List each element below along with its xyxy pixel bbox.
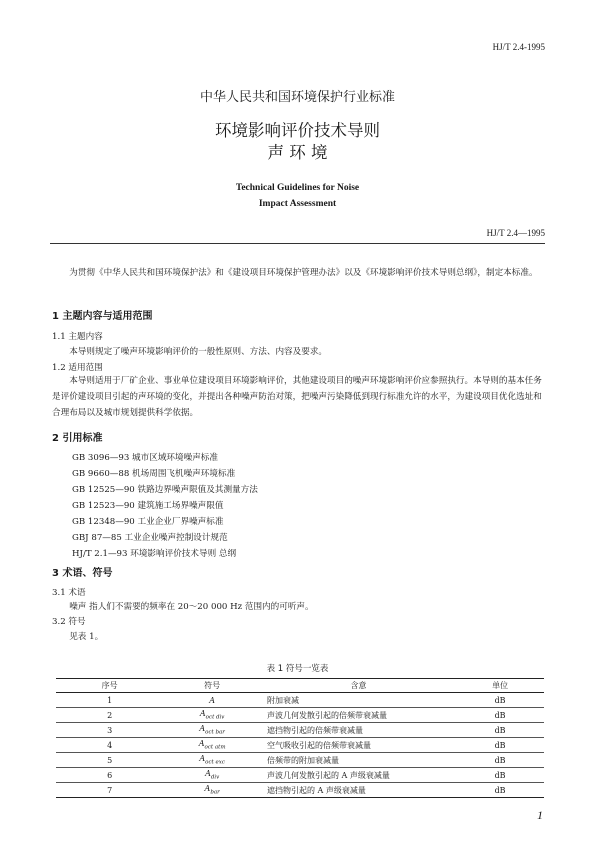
reference-item: GB 9660—88 机场周围飞机噪声环境标准	[72, 469, 236, 479]
header-rule	[50, 243, 545, 244]
reference-item: HJ/T 2.1—93 环境影响评价技术导则 总纲	[72, 549, 237, 559]
cell-symbol	[163, 783, 261, 798]
symbol-subscript: div	[210, 774, 220, 781]
page-number: 1	[537, 808, 543, 822]
intro-paragraph: 为贯彻《中华人民共和国环境保护法》和《建设项目环境保护管理办法》以及《环境影响评价技术导则总纲》，制定本标准。	[69, 268, 538, 278]
table-row	[56, 768, 544, 783]
cell-meaning: 附加衰减	[261, 693, 456, 708]
cell-symbol	[163, 768, 261, 783]
table-header-row	[56, 679, 544, 693]
cell-symbol	[163, 708, 261, 723]
section-2-heading: 2 引用标准	[52, 433, 103, 444]
table-row	[56, 723, 544, 738]
table-row	[56, 693, 544, 708]
symbol-base: A	[199, 724, 206, 734]
cell-no: 5	[56, 753, 163, 768]
table-row	[56, 738, 544, 753]
cell-meaning: 声波几何发散引起的 A 声级衰减量	[261, 768, 456, 783]
cell-unit: dB	[456, 753, 544, 768]
document-title-en	[0, 180, 595, 212]
symbol-base: A	[198, 739, 205, 749]
table-row	[56, 708, 544, 723]
title-cn-line-1: 环境影响评价技术导则	[215, 121, 380, 140]
col-header-symbol: 符号	[163, 679, 261, 693]
table-title: 表 1 符号一览表	[266, 664, 329, 674]
symbol-base: A	[199, 709, 206, 719]
reference-item: GB 12525—90 铁路边界噪声限值及其测量方法	[72, 485, 258, 495]
cell-no: 6	[56, 768, 163, 783]
document-title-cn	[0, 120, 595, 164]
cell-symbol	[163, 738, 261, 753]
table-row	[56, 783, 544, 798]
cell-symbol	[163, 723, 261, 738]
cell-unit: dB	[456, 723, 544, 738]
cell-symbol	[163, 753, 261, 768]
section-3-2-heading: 3.2 符号	[52, 617, 86, 627]
table-row	[56, 753, 544, 768]
col-header-unit: 单位	[456, 679, 544, 693]
cell-no: 7	[56, 783, 163, 798]
section-3-heading: 3 术语、符号	[52, 568, 113, 579]
col-header-meaning: 含意	[261, 679, 456, 693]
section-1-1-text: 本导则规定了噪声环境影响评价的一般性原则、方法、内容及要求。	[69, 347, 328, 357]
title-en-line-2: Impact Assessment	[258, 199, 337, 209]
col-header-no: 序号	[56, 679, 163, 693]
issuing-category: 中华人民共和国环境保护行业标准	[199, 90, 395, 105]
cell-no: 3	[56, 723, 163, 738]
cell-unit: dB	[456, 738, 544, 753]
section-3-1-heading: 3.1 术语	[52, 588, 86, 598]
cell-meaning: 倍频带的附加衰减量	[261, 753, 456, 768]
symbol-table	[56, 678, 544, 798]
cell-meaning: 空气吸收引起的倍频带衰减量	[261, 738, 456, 753]
symbol-base: A	[205, 769, 211, 779]
section-3-1-text: 噪声 指人们不需要的频率在 20～20 000 Hz 范围内的可听声。	[69, 602, 314, 612]
section-1-2-text: 本导则适用于厂矿企业、事业单位建设项目环境影响评价，其他建设项目的噪声环境影响评价应参照执行。本导则的基本任务是评价建设项目引起的声环境的变化，并提出各种噪声防治对策，把噪声污染降低到现行标准允许的水平，为建设项目优化选址和合理布局以及城市规划提供科学依据。	[52, 376, 542, 418]
cell-no: 4	[56, 738, 163, 753]
cell-unit: dB	[456, 708, 544, 723]
section-3-2-text: 见表 1。	[69, 632, 104, 642]
symbol-subscript: oct bar	[205, 729, 225, 736]
reference-item: GB 12523—90 建筑施工场界噪声限值	[72, 501, 224, 511]
cell-unit: dB	[456, 783, 544, 798]
table-body	[56, 693, 544, 798]
cell-unit: dB	[456, 768, 544, 783]
symbol-subscript: oct div	[205, 714, 225, 721]
section-1-1-heading: 1.1 主题内容	[52, 332, 103, 342]
section-1-heading: 1 主题内容与适用范围	[52, 311, 153, 322]
cell-no: 1	[56, 693, 163, 708]
symbol-base: A	[209, 695, 216, 705]
cell-meaning: 遮挡物引起的 A 声级衰减量	[261, 783, 456, 798]
cell-meaning: 声波几何发散引起的倍频带衰减量	[261, 708, 456, 723]
reference-item: GB 3096—93 城市区域环境噪声标准	[72, 453, 218, 463]
title-en-line-1: Technical Guidelines for Noise	[235, 183, 360, 193]
symbol-base: A	[204, 784, 211, 794]
symbol-base: A	[199, 754, 206, 764]
standard-code-top: HJ/T 2.4-1995	[492, 42, 545, 52]
reference-item: GBJ 87—85 工业企业噪声控制设计规范	[72, 533, 228, 543]
reference-list	[72, 450, 258, 562]
symbol-subscript: oct exc	[205, 759, 225, 766]
cell-no: 2	[56, 708, 163, 723]
symbol-subscript: bar	[210, 789, 220, 796]
standard-code: HJ/T 2.4—1995	[486, 228, 545, 238]
section-1-2-heading: 1.2 适用范围	[52, 363, 103, 373]
cell-unit: dB	[456, 693, 544, 708]
cell-symbol	[163, 693, 261, 708]
symbol-subscript: oct atm	[204, 744, 226, 751]
cell-meaning: 遮挡物引起的倍频带衰减量	[261, 723, 456, 738]
title-cn-line-2: 声 环 境	[267, 143, 328, 162]
reference-item: GB 12348—90 工业企业厂界噪声标准	[72, 517, 224, 527]
